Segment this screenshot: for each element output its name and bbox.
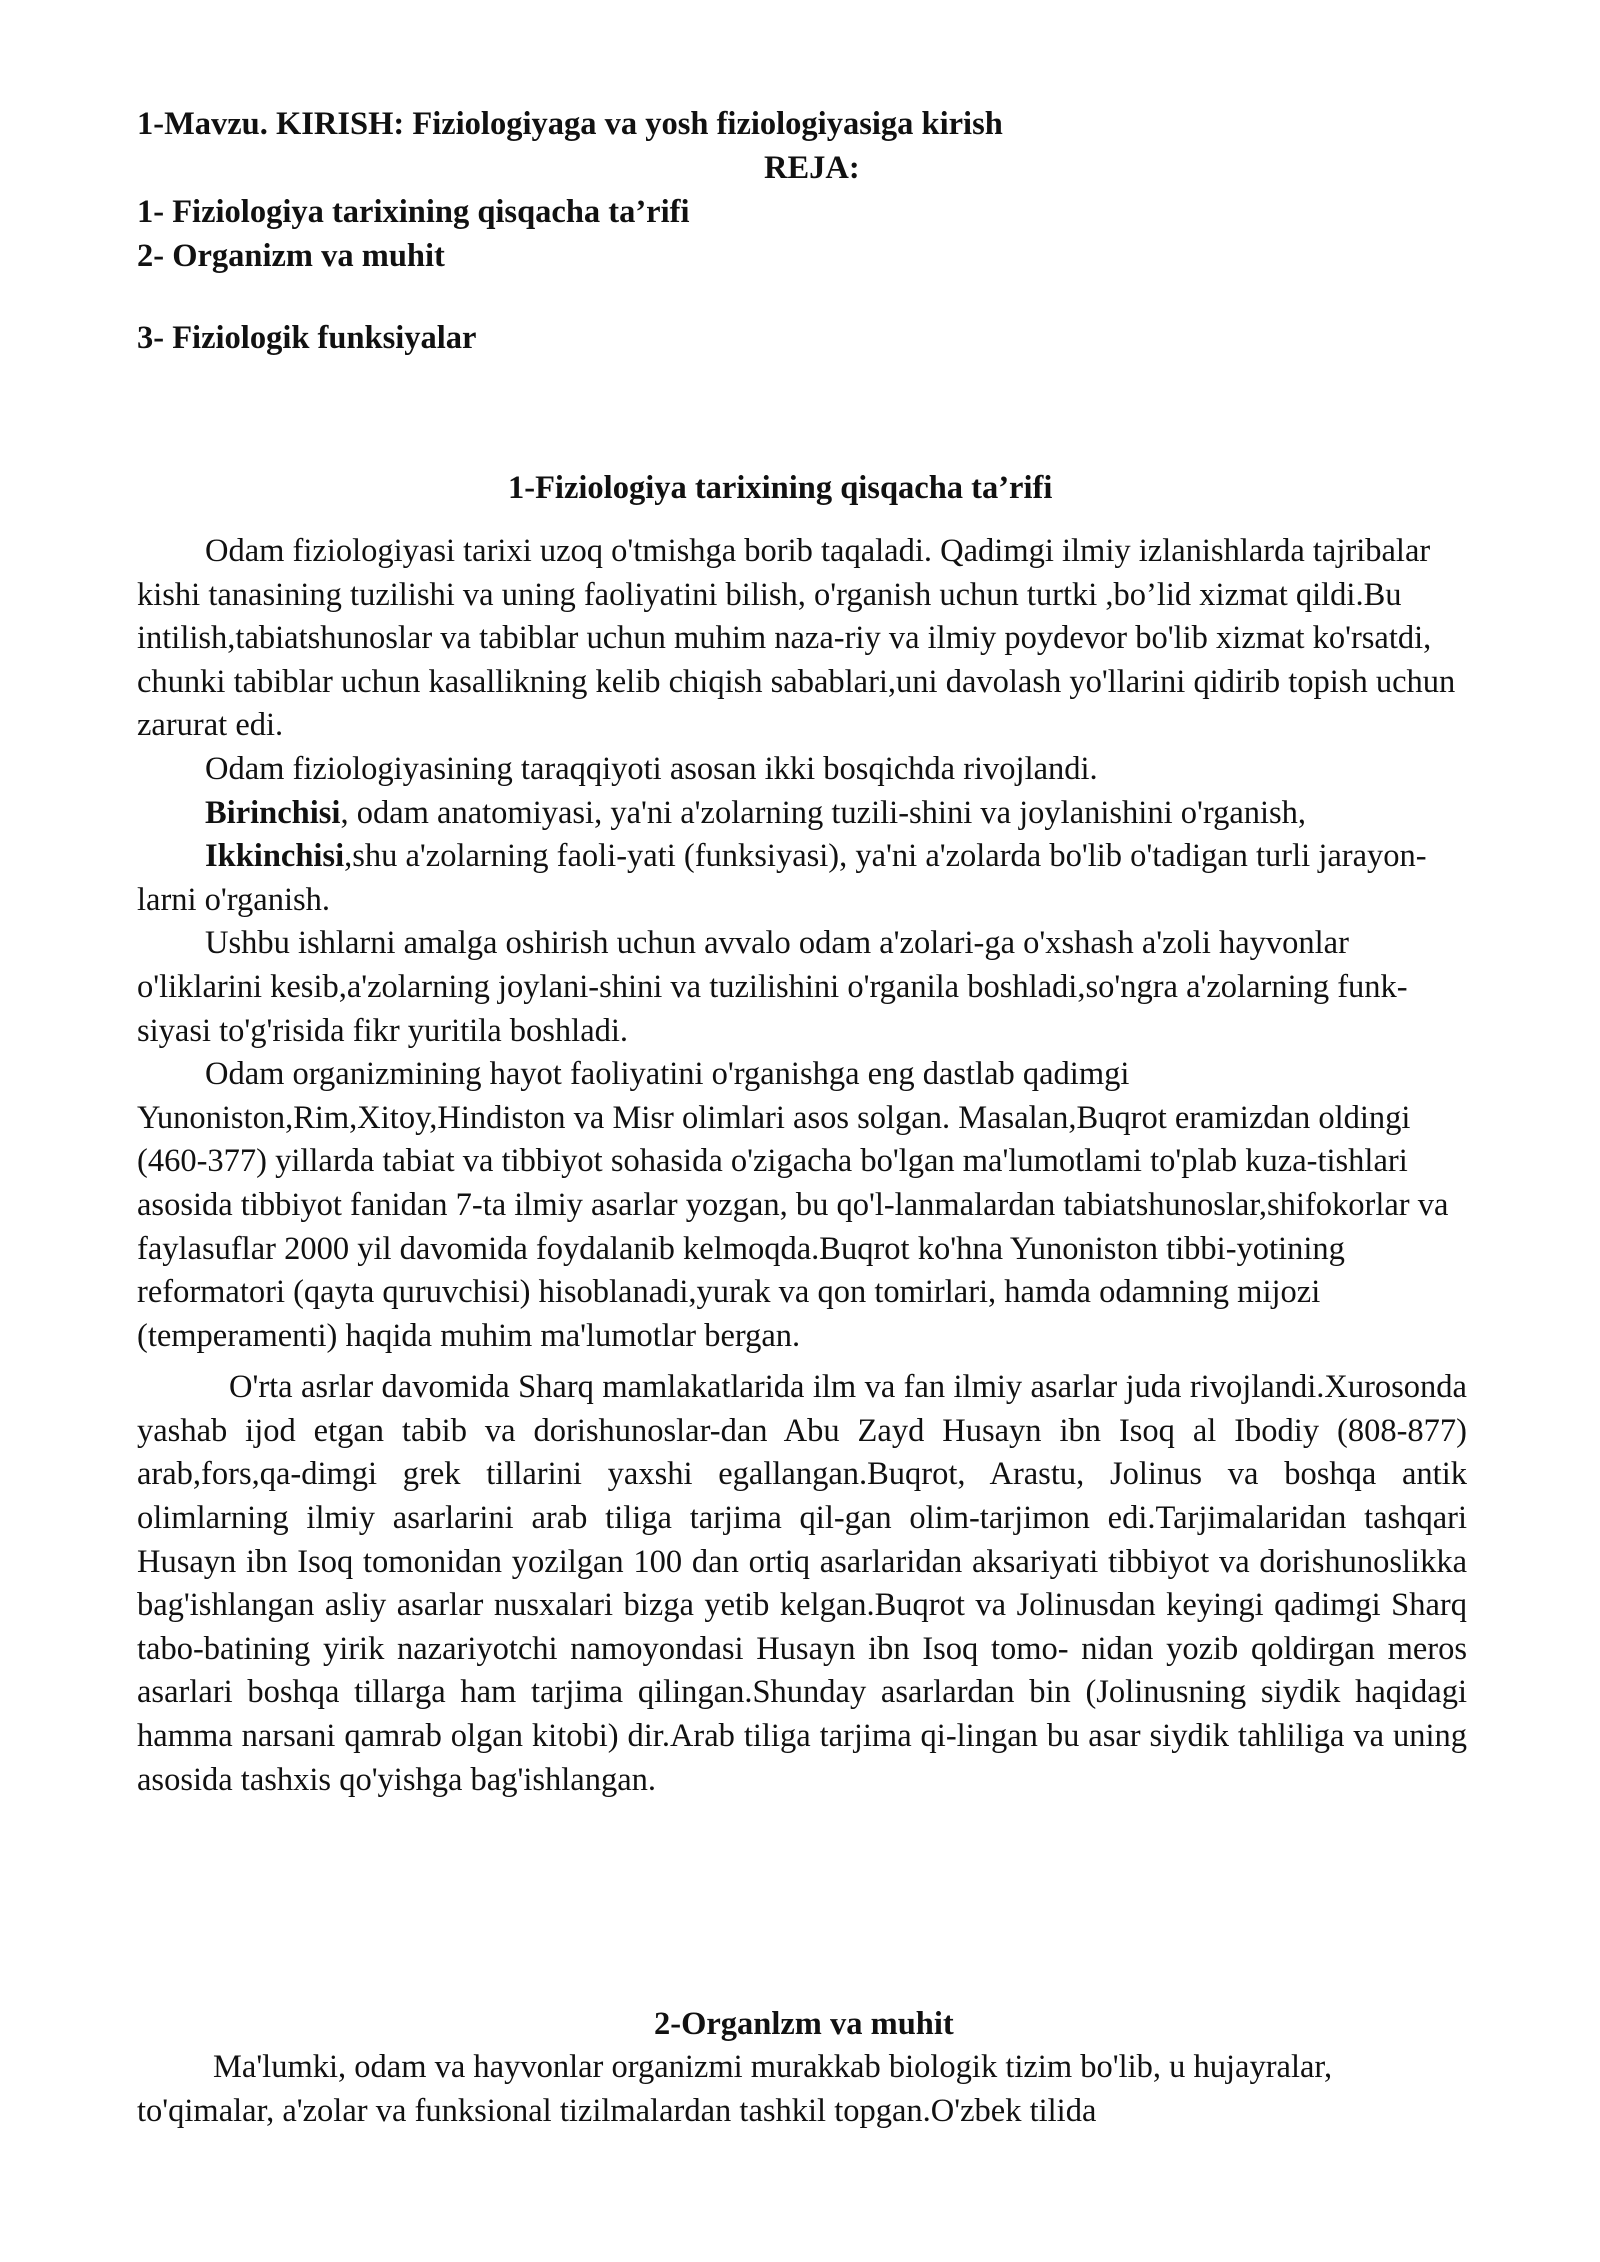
- paragraph: [137, 835, 1467, 922]
- emphasis-term: Birinchisi: [205, 794, 341, 831]
- paragraph: Ushbu ishlarni amalga oshirish uchun avvalo odam a'zolari-ga o'xshash a'zoli hayvonlar o'liklarini kesib,a'zolarning joylani-shini va tuzilishini o'rganila boshladi,so'ngra a'zolarning funk-siyasi to'g'risida fikr yuritila boshladi.: [137, 925, 1408, 1049]
- plan-item-3: 3- Fiziologik funksiyalar: [137, 320, 477, 356]
- document-title: 1-Mavzu. KIRISH: Fiziologiyaga va yosh fiziologiyasiga kirish: [137, 106, 1003, 142]
- section-2-title: 2-Organlzm va muhit: [654, 2006, 954, 2042]
- plan-label: REJA:: [764, 150, 860, 186]
- paragraph-text: , odam anatomiyasi, ya'ni a'zolarning tuzili-shini va joylanishini o'rganish,: [340, 794, 1307, 831]
- paragraph: O'rta asrlar davomida Sharq mamlakatlarida ilm va fan ilmiy asarlar juda rivojlandi.Xurosonda yashab ijod etgan tabib va dorishunoslar-dan Abu Zayd Husayn ibn Isoq al Ibodiy (808-877) arab,fors,qa-dimgi grek tillarini yaxshi egallangan.Buqrot, Arastu, Jolinus va boshqa antik olimlarning ilmiy asarlarini arab tiliga tarjima qil-gan olim-tarjimon edi.Tarjimalaridan tashqari Husayn ibn Isoq tomonidan yozilgan 100 dan ortiq asarlaridan aksariyati tibbiyot va dorishunoslikka bag'ishlangan asliy asarlar nusxalari bizga yetib kelgan.Buqrot va Jolinusdan keyingi qadimgi Sharq tabo-batining yirik nazariyotchi namoyondasi Husayn ibn Isoq tomo- nidan yozib qoldirgan meros asarlari boshqa tillarga ham tarjima qilingan.Shunday asarlardan bin (Jolinusning siydik haqidagi hamma narsani qamrab olgan kitobi) dir.Arab tiliga tarjima qi-lingan bu asar siydik tahliliga va uning asosida tashxis qo'yishga bag'ishlangan.: [137, 1369, 1467, 1798]
- paragraph: Ma'lumki, odam va hayvonlar organizmi murakkab biologik tizim bo'lib, u hujayralar, to'qimalar, a'zolar va funksional tizilmalardan tashkil topgan.O'zbek tilida: [137, 2049, 1333, 2129]
- plan-item-1: 1- Fiziologiya tarixining qisqacha ta’rifi: [137, 194, 690, 230]
- section-2-body: [137, 2046, 1467, 2133]
- emphasis-term: Ikkinchisi: [205, 838, 345, 875]
- paragraph-text: ,shu a'zolarning faoli-yati (funksiyasi), ya'ni a'zolarda bo'lib o'tadigan turli jarayon-larni o'rganish.: [137, 838, 1427, 918]
- paragraph: Odam fiziologiyasining taraqqiyoti asosan ikki bosqichda rivojlandi.: [205, 750, 1098, 787]
- paragraph: Odam fiziologiyasi tarixi uzoq o'tmishga borib taqaladi. Qadimgi ilmiy izlanishlarda tajribalar kishi tanasining tuzilishi va uning faoliyatini bilish, o'rganish uchun turtki ,bo’lid xizmat qildi.Bu intilish,tabiatshunoslar va tabiblar uchun muhim naza-riy va ilmiy poydevor bo'lib xizmat ko'rsatdi, chunki tabiblar uchun kasallikning kelib chiqish sabablari,uni davolash yo'llarini qidirib topish uchun zarurat edi.: [137, 533, 1456, 744]
- paragraph: Odam organizmining hayot faoliyatini o'rganishga eng dastlab qadimgi Yunoniston,Rim,Xitoy,Hindiston va Misr olimlari asos solgan. Masalan,Buqrot eramizdan oldingi (460-377) yillarda tabiat va tibbiyot sohasida o'zigacha bo'lgan ma'lumotlami to'plab kuza-tishlari asosida tibbiyot fanidan 7-ta ilmiy asarlar yozgan, bu qo'l-lanmalardan tabiatshunoslar,shifokorlar va faylasuflar 2000 yil davomida foydalanib kelmoqda.Buqrot ko'hna Yunoniston tibbi-yotining reformatori (qayta quruvchisi) hisoblanadi,yurak va qon tomirlari, hamda odamning mijozi (temperamenti) haqida muhim ma'lumotlar bergan.: [137, 1056, 1449, 1354]
- plan-item-2: 2- Organizm va muhit: [137, 238, 445, 274]
- paragraph: [137, 792, 1467, 836]
- section-1-title: 1-Fiziologiya tarixining qisqacha ta’rifi: [508, 470, 1053, 506]
- section-1-body: [137, 530, 1467, 1802]
